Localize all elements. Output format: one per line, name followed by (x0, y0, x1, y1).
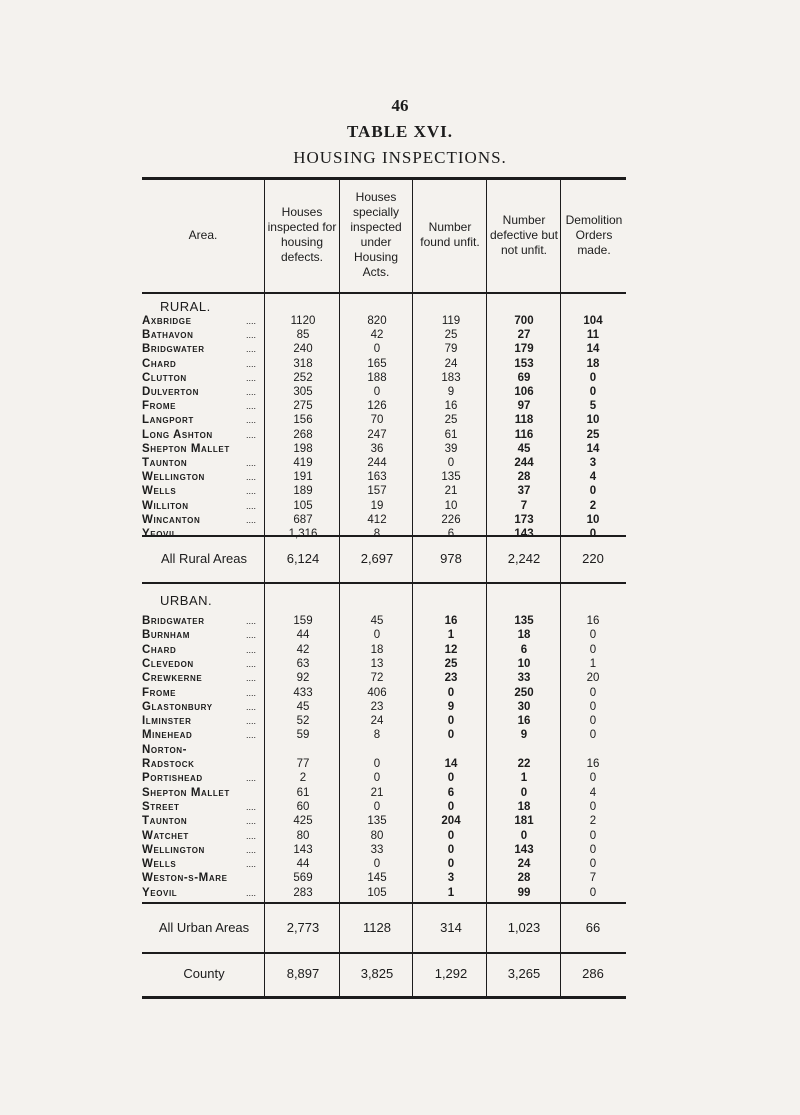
row-value: 156 (293, 414, 313, 427)
row-value: 23 (444, 672, 458, 685)
row-value: 118 (514, 414, 534, 427)
row-area-name: Wellington (142, 471, 205, 484)
row-value: 6 (447, 786, 455, 799)
row-value: 21 (370, 786, 384, 799)
row-value: 106 (514, 386, 534, 398)
row-value: 0 (447, 829, 455, 842)
row-value: 10 (586, 513, 600, 526)
row-leader-dots: .... (246, 429, 257, 440)
row-value: 1120 (290, 315, 316, 327)
county-label: County (183, 966, 225, 981)
urban-total-bottom-rule (142, 952, 626, 954)
row-value: 85 (296, 329, 310, 342)
row-leader-dots: .... (246, 887, 257, 898)
row-area-name: Williton (142, 499, 189, 512)
row-area-name: Clevedon (142, 657, 194, 670)
row-value: 0 (373, 629, 381, 642)
row-value: 16 (586, 758, 600, 770)
county-value: 3,265 (507, 966, 541, 981)
row-value: 0 (589, 485, 597, 498)
row-value: 18 (370, 643, 384, 656)
table-title: TABLE XVI. (346, 122, 454, 141)
row-value: 700 (514, 315, 534, 327)
row-value: 163 (367, 471, 387, 484)
row-value: 63 (296, 657, 310, 670)
row-value: 18 (517, 629, 531, 642)
row-leader-dots: .... (246, 500, 257, 511)
row-value: 252 (293, 371, 313, 384)
row-value: 20 (586, 672, 600, 685)
row-value: 0 (589, 800, 597, 813)
row-area-name: Street (142, 800, 180, 813)
row-area-name: Watchet (142, 829, 189, 842)
row-value: 2 (589, 499, 597, 512)
row-leader-dots: .... (246, 415, 257, 426)
total-value: 2,242 (507, 551, 541, 566)
row-value: 44 (296, 858, 310, 871)
row-area-name: Bridgwater (142, 343, 205, 356)
header-number-defective: Number defective but not unfit. (489, 212, 559, 257)
row-area-name: Norton- (142, 743, 188, 756)
table-row (142, 526, 626, 543)
row-value: 135 (514, 615, 534, 627)
row-value: 24 (370, 715, 384, 728)
row-value: 25 (444, 329, 458, 342)
total-value: 1128 (363, 920, 391, 935)
total-value: 314 (440, 920, 462, 935)
row-value: 1 (447, 886, 455, 899)
row-leader-dots: .... (246, 844, 257, 855)
row-value: 19 (370, 499, 384, 512)
row-value: 145 (367, 872, 387, 885)
row-area-name: Yeovil (142, 528, 178, 540)
row-value: 0 (589, 715, 597, 728)
row-leader-dots: .... (246, 387, 257, 397)
row-value: 283 (293, 886, 313, 899)
county-value: 286 (582, 966, 604, 981)
section-title-urban: URBAN. (160, 593, 213, 608)
row-value: 1 (520, 772, 528, 785)
table-row (142, 885, 626, 902)
row-leader-dots: .... (246, 816, 257, 827)
row-value: 9 (520, 729, 528, 742)
row-value: 10 (517, 657, 531, 670)
county-value: 1,292 (434, 966, 468, 981)
page-number: 46 (391, 96, 409, 115)
row-value: 0 (589, 643, 597, 656)
row-area-name: Wells (142, 485, 177, 498)
row-value: 0 (373, 772, 381, 785)
row-area-name: Axbridge (142, 315, 192, 327)
row-value: 24 (444, 357, 458, 370)
row-value: 419 (293, 457, 313, 469)
row-value: 250 (514, 686, 534, 699)
row-leader-dots: .... (246, 472, 257, 483)
row-value: 25 (444, 657, 458, 670)
row-value: 0 (589, 700, 597, 713)
row-value: 70 (370, 414, 384, 427)
row-value: 13 (370, 657, 384, 670)
row-area-name: Shepton Mallet (142, 442, 230, 455)
row-area-name: Wincanton (142, 513, 201, 526)
row-value: 244 (367, 457, 387, 469)
row-value: 820 (367, 315, 387, 327)
row-value: 2 (589, 815, 597, 828)
row-leader-dots: .... (246, 616, 257, 626)
total-value: 2,773 (286, 920, 320, 935)
row-value: 143 (514, 843, 534, 856)
header-bottom-rule (142, 292, 626, 294)
row-value: 33 (370, 843, 384, 856)
row-leader-dots: .... (246, 644, 257, 655)
row-value: 42 (296, 643, 310, 656)
row-value: 0 (589, 528, 597, 540)
row-value: 159 (293, 615, 313, 627)
row-value: 1 (447, 629, 455, 642)
row-value: 72 (370, 672, 384, 685)
row-value: 39 (444, 442, 458, 455)
header-number-unfit: Number found unfit. (420, 220, 480, 249)
row-value: 0 (589, 772, 597, 785)
row-value: 135 (367, 815, 387, 828)
row-value: 0 (447, 686, 455, 699)
row-value: 0 (373, 800, 381, 813)
row-value: 11 (586, 329, 600, 342)
row-leader-dots: .... (246, 316, 257, 326)
row-area-name: Dulverton (142, 386, 199, 398)
row-value: 157 (367, 485, 387, 498)
row-value: 687 (293, 513, 313, 526)
row-value: 116 (514, 428, 534, 441)
row-value: 0 (447, 858, 455, 871)
row-area-name: Burnham (142, 629, 191, 642)
row-value: 1,316 (288, 528, 318, 540)
row-value: 1 (589, 657, 597, 670)
row-value: 8 (373, 729, 381, 742)
section-title-rural: RURAL. (160, 299, 211, 314)
row-value: 3 (589, 457, 597, 469)
row-value: 569 (293, 872, 313, 885)
row-value: 0 (589, 729, 597, 742)
row-value: 105 (293, 499, 313, 512)
row-leader-dots: .... (246, 330, 257, 341)
total-label: All Urban Areas (158, 920, 250, 935)
row-value: 0 (447, 457, 455, 469)
row-value: 0 (589, 886, 597, 899)
row-area-name: Taunton (142, 815, 188, 828)
row-value: 204 (441, 815, 461, 828)
row-leader-dots: .... (246, 630, 257, 641)
row-value: 0 (447, 729, 455, 742)
row-value: 119 (441, 315, 461, 327)
row-leader-dots: .... (246, 673, 257, 684)
row-value: 92 (296, 672, 310, 685)
row-value: 4 (589, 471, 597, 484)
county-value: 3,825 (360, 966, 394, 981)
total-value: 66 (585, 920, 601, 935)
row-value: 16 (444, 400, 458, 413)
row-leader-dots: .... (246, 773, 257, 784)
row-value: 52 (296, 715, 310, 728)
row-value: 179 (514, 343, 534, 356)
row-value: 0 (373, 343, 381, 356)
row-value: 33 (517, 672, 531, 685)
row-leader-dots: .... (246, 529, 257, 539)
row-value: 18 (586, 357, 600, 370)
row-area-name: Bridgwater (142, 615, 205, 627)
row-value: 9 (447, 700, 455, 713)
row-leader-dots: .... (246, 859, 257, 870)
header-houses-inspected: Houses inspected for housing defects. (267, 205, 337, 264)
row-value: 188 (367, 371, 387, 384)
county-value: 8,897 (286, 966, 320, 981)
row-value: 59 (296, 729, 310, 742)
row-value: 30 (517, 700, 531, 713)
row-area-name: Chard (142, 357, 177, 370)
row-value: 24 (517, 858, 531, 871)
header-area: Area. (188, 227, 218, 242)
row-area-name: Minehead (142, 729, 193, 742)
row-value: 0 (589, 686, 597, 699)
row-value: 61 (444, 428, 458, 441)
row-value: 244 (514, 457, 534, 469)
row-area-name: Bathavon (142, 329, 194, 342)
row-value: 25 (444, 414, 458, 427)
row-value: 10 (586, 414, 600, 427)
row-value: 36 (370, 442, 384, 455)
row-value: 45 (517, 442, 531, 455)
row-area-name: Radstock (142, 758, 195, 770)
row-value: 433 (293, 686, 313, 699)
row-leader-dots: .... (246, 358, 257, 369)
table-subtitle: HOUSING INSPECTIONS. (293, 148, 507, 167)
row-value: 9 (447, 386, 455, 398)
row-value: 28 (517, 471, 531, 484)
row-value: 0 (373, 386, 381, 398)
row-area-name: Wells (142, 858, 177, 871)
row-area-name: Taunton (142, 457, 188, 469)
rural-total-bottom-rule (142, 582, 626, 584)
header-demolition-orders: Demolition Orders made. (565, 212, 623, 257)
row-value: 44 (296, 629, 310, 642)
row-value: 0 (520, 829, 528, 842)
row-value: 406 (367, 686, 387, 699)
row-value: 69 (517, 371, 531, 384)
row-value: 143 (514, 528, 534, 540)
row-area-name: Frome (142, 686, 177, 699)
row-value: 247 (367, 428, 387, 441)
row-value: 12 (444, 643, 458, 656)
row-leader-dots: .... (246, 730, 257, 741)
row-leader-dots: .... (246, 701, 257, 712)
row-value: 16 (444, 615, 458, 627)
row-value: 14 (586, 343, 600, 356)
row-value: 268 (293, 428, 313, 441)
row-value: 0 (373, 758, 381, 770)
row-value: 97 (517, 400, 531, 413)
row-value: 126 (367, 400, 387, 413)
row-value: 226 (441, 513, 461, 526)
row-value: 165 (367, 357, 387, 370)
row-value: 37 (517, 485, 531, 498)
row-area-name: Crewkerne (142, 672, 203, 685)
row-value: 7 (589, 872, 597, 885)
row-leader-dots: .... (246, 830, 257, 841)
row-value: 45 (370, 615, 384, 627)
row-value: 275 (293, 400, 313, 413)
row-value: 0 (520, 786, 528, 799)
row-value: 3 (447, 872, 455, 885)
row-value: 7 (520, 499, 528, 512)
row-value: 0 (589, 843, 597, 856)
row-area-name: Shepton Mallet (142, 786, 230, 799)
row-value: 305 (293, 386, 313, 398)
row-leader-dots: .... (246, 716, 257, 727)
row-value: 318 (293, 357, 313, 370)
total-value: 6,124 (286, 551, 320, 566)
row-value: 0 (447, 843, 455, 856)
row-value: 8 (373, 528, 381, 540)
row-area-name: Yeovil (142, 886, 178, 899)
header-houses-specially-inspected: Houses specially inspected under Housing Acts. (350, 190, 402, 279)
row-value: 80 (370, 829, 384, 842)
row-value: 143 (293, 843, 313, 856)
table-bottom-rule (142, 996, 626, 999)
row-value: 189 (293, 485, 313, 498)
row-value: 0 (589, 629, 597, 642)
row-value: 99 (517, 886, 531, 899)
row-value: 10 (444, 499, 458, 512)
row-value: 16 (586, 615, 600, 627)
row-value: 16 (517, 715, 531, 728)
row-value: 6 (447, 528, 455, 540)
row-value: 22 (517, 758, 531, 770)
row-area-name: Long Ashton (142, 428, 213, 441)
row-value: 173 (514, 513, 534, 526)
row-value: 27 (517, 329, 531, 342)
row-value: 18 (517, 800, 531, 813)
row-value: 181 (514, 815, 534, 828)
row-area-name: Ilminster (142, 715, 192, 728)
row-area-name: Frome (142, 400, 177, 413)
row-value: 135 (441, 471, 461, 484)
total-value: 1,023 (507, 920, 541, 935)
row-value: 198 (293, 442, 313, 455)
row-value: 6 (520, 643, 528, 656)
row-value: 2 (299, 772, 307, 785)
row-value: 0 (447, 800, 455, 813)
row-value: 0 (447, 715, 455, 728)
row-value: 240 (293, 343, 313, 356)
row-leader-dots: .... (246, 514, 257, 525)
row-value: 60 (296, 800, 310, 813)
row-leader-dots: .... (246, 401, 257, 412)
row-value: 61 (296, 786, 310, 799)
row-value: 0 (447, 772, 455, 785)
row-leader-dots: .... (246, 458, 257, 468)
row-value: 0 (589, 386, 597, 398)
row-value: 153 (514, 357, 534, 370)
row-value: 77 (296, 758, 310, 770)
row-area-name: Wellington (142, 843, 205, 856)
row-leader-dots: .... (246, 658, 257, 669)
row-leader-dots: .... (246, 687, 257, 698)
row-value: 425 (293, 815, 313, 828)
row-value: 25 (586, 428, 600, 441)
row-value: 79 (444, 343, 458, 356)
row-value: 0 (589, 829, 597, 842)
row-value: 412 (367, 513, 387, 526)
row-value: 0 (589, 858, 597, 871)
row-leader-dots: .... (246, 372, 257, 383)
row-value: 105 (367, 886, 387, 899)
row-value: 4 (589, 786, 597, 799)
row-value: 5 (589, 400, 597, 413)
row-value: 23 (370, 700, 384, 713)
row-value: 42 (370, 329, 384, 342)
row-value: 14 (444, 758, 458, 770)
row-value: 0 (589, 371, 597, 384)
row-leader-dots: .... (246, 344, 257, 355)
row-leader-dots: .... (246, 486, 257, 497)
row-area-name: Glastonbury (142, 700, 213, 713)
row-area-name: Chard (142, 643, 177, 656)
row-value: 28 (517, 872, 531, 885)
total-label: All Rural Areas (161, 551, 247, 566)
row-area-name: Portishead (142, 772, 203, 785)
row-value: 183 (441, 371, 461, 384)
total-value: 220 (582, 551, 604, 566)
row-value: 14 (586, 442, 600, 455)
row-leader-dots: .... (246, 801, 257, 812)
row-value: 45 (296, 700, 310, 713)
row-value: 0 (373, 858, 381, 871)
row-area-name: Langport (142, 414, 194, 427)
total-value: 2,697 (360, 551, 394, 566)
row-value: 104 (583, 315, 603, 327)
row-value: 191 (293, 471, 313, 484)
row-area-name: Weston-s-Mare (142, 872, 228, 885)
row-value: 80 (296, 829, 310, 842)
total-value: 978 (440, 551, 462, 566)
row-value: 21 (444, 485, 458, 498)
row-area-name: Clutton (142, 371, 187, 384)
urban-total-top-rule (142, 902, 626, 904)
